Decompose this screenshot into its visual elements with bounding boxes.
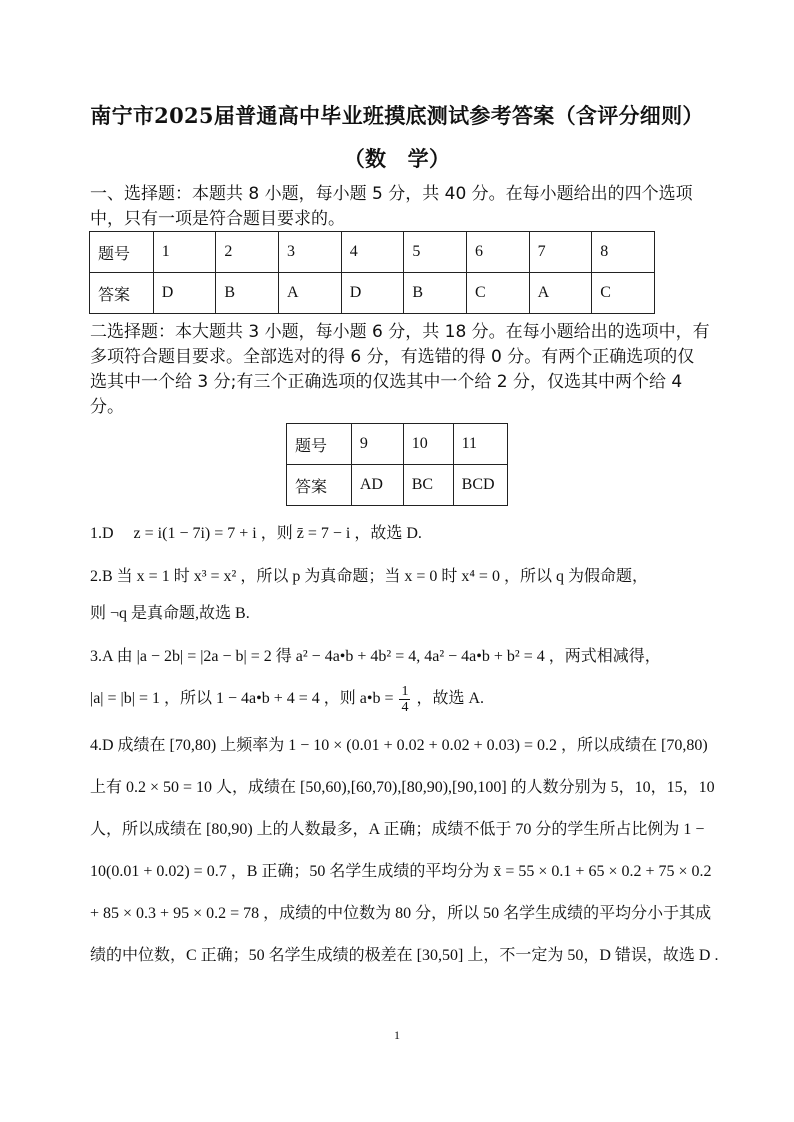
solution-4: 4.D 成绩在 [70,80) 上频率为 1 − 10 × (0.01 + 0.02 + 0.02 + 0.03) = 0.2 ，所以成绩在 [70,80) 上有 0.2 × 50 = 10 人，成绩在 [50,60),[60,70),[80,90),[90,100] 的人数分别为 5，10，15，10 人，所以成绩在 [80,90) 上的人数最多，A 正确；成绩不低于 70 分的学生所占比例为 1 − 10(0.01 + 0.02) = 0.7 ，B 正确；50 名学生成绩的平均分为 x̄ = 55 × 0.1 + 65 × 0.2 + 75 × 0.2 + 85 × 0.3 + 95 × 0.2 = 78 ，成绩的中位数为 80 分，所以 50 名学生成绩的平均分小于其成绩的中位数，C 正确；50 名学生成绩的极差在 [30,50] 上，不一定为 50，D 错误，故选 D . [90, 737, 719, 964]
solution-1: 1.D z = i(1 − 7i) = 7 + i ，则 z̄ = 7 − i ，故选 D. [90, 525, 422, 542]
table-header-cell: 答案 [90, 273, 154, 314]
solution-3-line-2 [90, 684, 720, 715]
solution-2-line-1: 2.B 当 x = 1 时 x³ = x² ，所以 p 为真命题；当 x = 0 时 x⁴ = 0 ，所以 q 为假命题， [90, 568, 648, 585]
page-number: 1 [394, 1028, 400, 1042]
solution-3-conclusion: ，故选 A. [416, 690, 485, 708]
answer-table-1 [89, 231, 655, 314]
section2-instructions: 二选择题：本大题共 3 小题，每小题 6 分，共 18 分。在每小题给出的选项中，有多项符合题目要求。全部选对的得 6 分，有选错的得 0 分。有两个正确选项的仅选其中一个给 3 分;有三个正确选项的仅选其中一个给 2 分，仅选其中两个给 4 分。 [90, 322, 710, 417]
table-cell: B [216, 273, 279, 314]
fraction-one-quarter [399, 684, 410, 715]
solution-3-line-1: 3.A 由 |a − 2b| = |2a − b| = 2 得 a² − 4a•b + 4b² = 4, 4a² − 4a•b + b² = 4 ，两式相减得， [90, 648, 661, 665]
section1-instructions: 一、选择题：本题共 8 小题，每小题 5 分，共 40 分。在每小题给出的四个选项中，只有一项是符合题目要求的。 [90, 184, 693, 229]
table-cell: B [404, 273, 467, 314]
table-cell: 7 [529, 232, 592, 273]
fraction-denominator: 4 [401, 700, 409, 715]
table-row [90, 273, 655, 314]
solution-3-text: |a| = |b| = 1 ，所以 1 − 4a•b + 4 = 4 ，则 a•b = [90, 690, 394, 708]
table-row [287, 424, 508, 465]
subject-title: （数 学） [343, 146, 451, 171]
table-cell: 2 [216, 232, 279, 273]
table-cell: BCD [453, 465, 507, 506]
table-cell: C [466, 273, 529, 314]
table-cell: 5 [404, 232, 467, 273]
table-header-cell: 题号 [90, 232, 154, 273]
table-cell: 1 [153, 232, 216, 273]
table-header-cell: 答案 [287, 465, 352, 506]
answer-table-2 [286, 423, 508, 506]
table-cell: 4 [341, 232, 404, 273]
table-cell: D [153, 273, 216, 314]
table-cell: 3 [279, 232, 342, 273]
table-cell: 10 [403, 424, 453, 465]
fraction-numerator: 1 [401, 684, 409, 699]
solution-2-line-2: 则 ¬q 是真命题,故选 B. [90, 605, 250, 622]
table-cell: 11 [453, 424, 507, 465]
table-row [287, 465, 508, 506]
table-cell: AD [351, 465, 403, 506]
table-cell: D [341, 273, 404, 314]
table-cell: 9 [351, 424, 403, 465]
table-cell: C [592, 273, 655, 314]
table-cell: 6 [466, 232, 529, 273]
document-title: 南宁市2025届普通高中毕业班摸底测试参考答案（含评分细则） [90, 103, 704, 128]
table-cell: A [529, 273, 592, 314]
table-cell: A [279, 273, 342, 314]
table-cell: BC [403, 465, 453, 506]
table-row [90, 232, 655, 273]
table-cell: 8 [592, 232, 655, 273]
table-header-cell: 题号 [287, 424, 352, 465]
